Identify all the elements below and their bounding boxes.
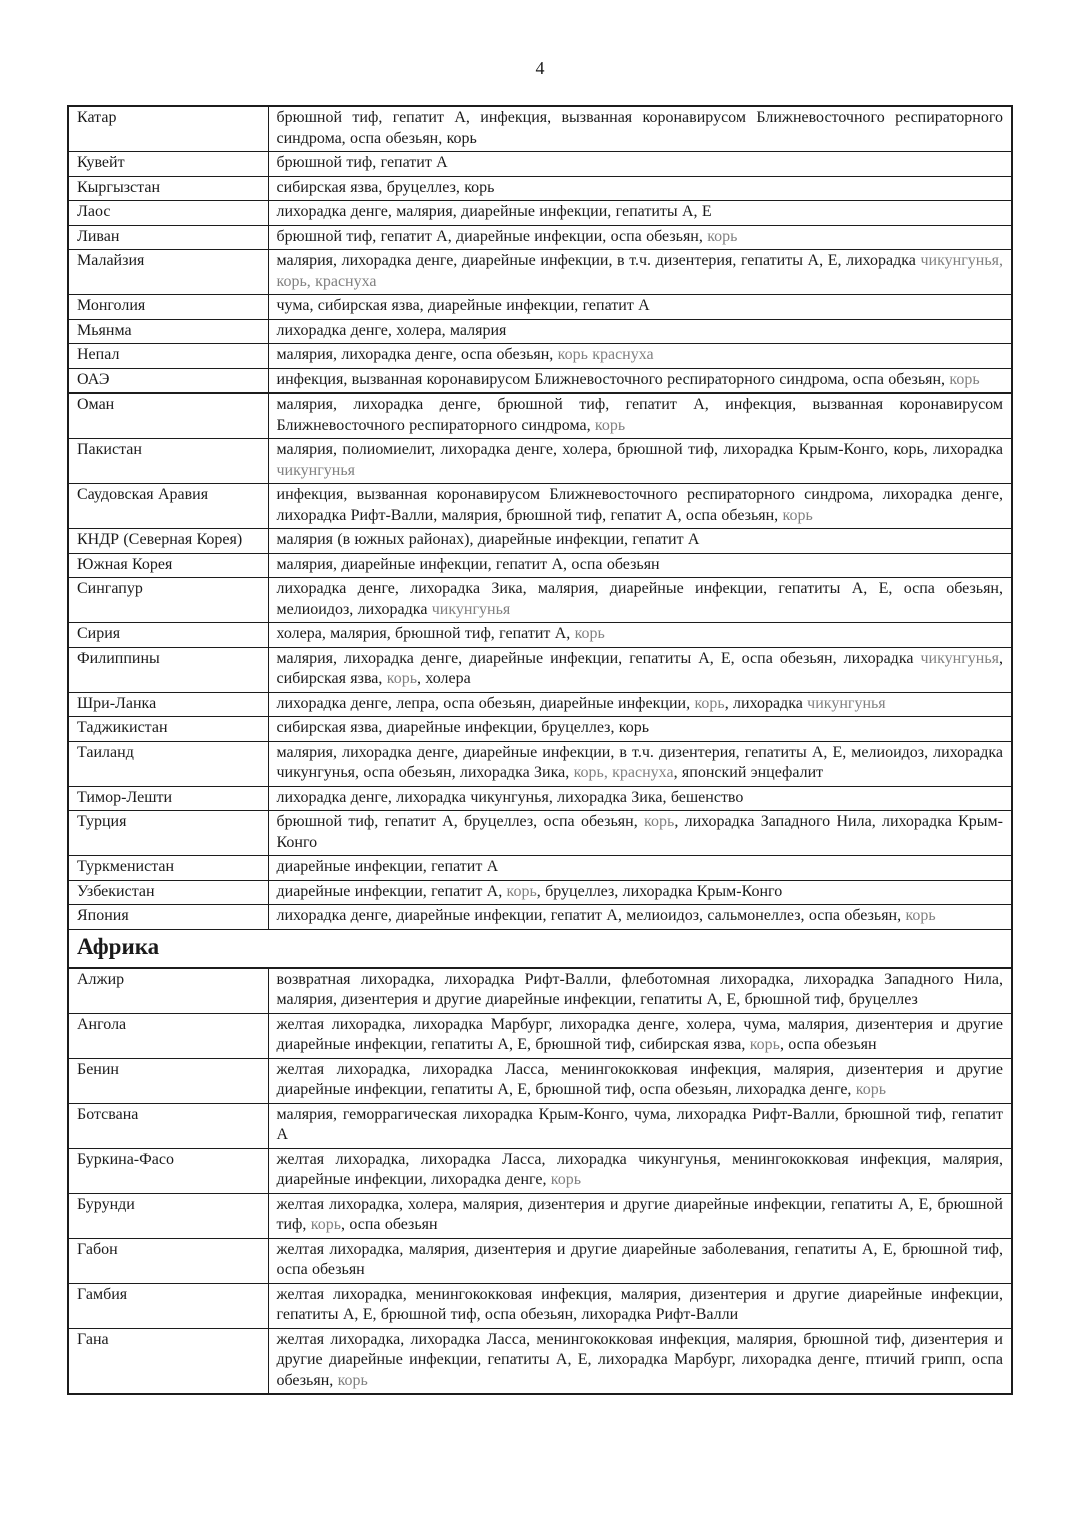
- muted-disease-text: корь: [337, 1371, 368, 1389]
- muted-disease-text: корь: [782, 506, 813, 524]
- table-row: [68, 250, 1012, 295]
- diseases-cell: [268, 553, 1012, 578]
- disease-text: желтая лихорадка, менингококковая инфекция, малярия, дизентерия и другие диарейные инфекции, гепатиты А, Е, брюшной тиф, оспа обезьян, лихорадка Рифт-Валли: [276, 1285, 1003, 1323]
- diseases-cell: [268, 1238, 1012, 1283]
- muted-disease-text: корь: [707, 227, 738, 245]
- disease-text: , лихорадка Западного Нила, лихорадка Крым-Конго: [276, 813, 1003, 851]
- diseases-cell: [268, 295, 1012, 320]
- diseases-cell: [268, 250, 1012, 295]
- disease-text: , холера: [417, 670, 471, 687]
- disease-text: сибирская язва, диарейные инфекции, бруцеллез, корь: [276, 719, 650, 736]
- disease-text: желтая лихорадка, малярия, дизентерия и другие диарейные заболевания, гепатиты А, Е, брюшной тиф, оспа обезьян: [276, 1240, 1003, 1278]
- country-cell: Монголия: [68, 295, 268, 320]
- disease-text: брюшной тиф, гепатит А, бруцеллез, оспа обезьян,: [276, 813, 645, 830]
- diseases-cell: [268, 1013, 1012, 1058]
- table-row: [68, 1283, 1012, 1328]
- muted-disease-text: корь: [574, 625, 605, 642]
- table-row: [68, 201, 1012, 226]
- diseases-cell: [268, 344, 1012, 369]
- diseases-cell: [268, 905, 1012, 930]
- table-row: [68, 1193, 1012, 1238]
- table-row: [68, 811, 1012, 856]
- disease-text: малярия, лихорадка денге, диарейные инфекции, гепатиты А, Е, оспа обезьян, лихорадка: [276, 649, 921, 667]
- country-cell: Узбекистан: [68, 880, 268, 905]
- table-row: [68, 1238, 1012, 1283]
- country-cell: Бенин: [68, 1058, 268, 1103]
- diseases-cell: [268, 856, 1012, 881]
- country-cell: Таиланд: [68, 741, 268, 786]
- country-cell: Япония: [68, 905, 268, 930]
- muted-disease-text: чикунгунья: [807, 694, 886, 712]
- disease-text: брюшной тиф, гепатит А: [276, 154, 448, 171]
- disease-text: , сибирская язва,: [276, 649, 1003, 687]
- country-cell: Пакистан: [68, 439, 268, 484]
- diseases-cell: [268, 968, 1012, 1014]
- country-cell: Ливан: [68, 225, 268, 250]
- disease-text: желтая лихорадка, лихорадка Марбург, лихорадка денге, холера, чума, малярия, дизентерия и другие диарейные инфекции, гепатиты А, Е, брюшной тиф, сибирская язва,: [276, 1015, 1003, 1053]
- diseases-cell: [268, 1193, 1012, 1238]
- disease-text: диарейные инфекции, гепатит А,: [276, 882, 507, 900]
- country-cell: Сирия: [68, 623, 268, 648]
- page-number: 4: [535, 58, 545, 78]
- disease-text: малярия (в южных районах), диарейные инфекции, гепатит А: [276, 531, 700, 548]
- disease-text: брюшной тиф, гепатит А, диарейные инфекции, оспа обезьян,: [276, 227, 708, 245]
- disease-text: малярия, лихорадка денге, брюшной тиф, гепатит А, инфекция, вызванная коронавирусом Ближневосточного респираторного синдрома,: [276, 396, 1003, 434]
- diseases-cell: [268, 880, 1012, 905]
- table-row: [68, 106, 1012, 152]
- muted-disease-text: чикунгунья, корь, краснуха: [276, 252, 1003, 290]
- disease-text: лихорадка денге, диарейные инфекции, гепатит А, мелиоидоз, сальмонеллез, оспа обезьян,: [276, 907, 906, 924]
- table-row: [68, 623, 1012, 648]
- table-row: [68, 176, 1012, 201]
- country-cell: Турция: [68, 811, 268, 856]
- country-cell: Таджикистан: [68, 717, 268, 742]
- diseases-cell: [268, 717, 1012, 742]
- muted-disease-text: корь: [694, 694, 725, 712]
- diseases-cell: [268, 106, 1012, 152]
- table-row: [68, 1013, 1012, 1058]
- diseases-cell: [268, 1283, 1012, 1328]
- disease-table: [67, 105, 1013, 1395]
- muted-disease-text: корь: [905, 907, 936, 924]
- muted-disease-text: чикунгунья: [920, 649, 999, 667]
- diseases-cell: [268, 368, 1012, 393]
- diseases-cell: [268, 439, 1012, 484]
- muted-disease-text: корь: [386, 670, 417, 687]
- country-cell: Сингапур: [68, 578, 268, 623]
- diseases-cell: [268, 529, 1012, 554]
- disease-text: желтая лихорадка, лихорадка Ласса, менингококковая инфекция, малярия, дизентерия и другие диарейные инфекции, гепатиты А, Е, брюшной тиф, оспа обезьян, лихорадка денге,: [276, 1060, 1003, 1098]
- diseases-cell: [268, 393, 1012, 439]
- disease-text: инфекция, вызванная коронавирусом Ближневосточного респираторного синдрома, оспа обезьян,: [276, 370, 950, 388]
- disease-text: желтая лихорадка, лихорадка Ласса, менингококковая инфекция, малярия, брюшной тиф, дизентерия и другие диарейные инфекции, гепатиты А, Е, лихорадка Марбург, лихорадка денге, птичий грипп, оспа обезьян,: [276, 1330, 1003, 1389]
- table-row: [68, 968, 1012, 1014]
- disease-text: , лихорадка: [724, 694, 808, 712]
- diseases-cell: [268, 623, 1012, 648]
- country-cell: Гана: [68, 1328, 268, 1394]
- country-cell: Гамбия: [68, 1283, 268, 1328]
- diseases-cell: [268, 811, 1012, 856]
- muted-disease-text: корь: [550, 1171, 582, 1188]
- disease-text: малярия, лихорадка денге, диарейные инфекции, в т.ч. дизентерия, гепатиты А, Е, лихорадка: [276, 252, 921, 269]
- country-cell: Непал: [68, 344, 268, 369]
- table-row: [68, 647, 1012, 692]
- disease-text: , японский энцефалит: [673, 764, 824, 781]
- diseases-cell: [268, 1103, 1012, 1148]
- table-row: [68, 786, 1012, 811]
- muted-disease-text: корь: [310, 1216, 342, 1233]
- table-row: [68, 484, 1012, 529]
- country-cell: Ангола: [68, 1013, 268, 1058]
- diseases-cell: [268, 1148, 1012, 1193]
- disease-text: лихорадка денге, малярия, диарейные инфекции, гепатиты А, Е: [276, 203, 712, 220]
- diseases-cell: [268, 647, 1012, 692]
- diseases-cell: [268, 319, 1012, 344]
- disease-text: холера, малярия, брюшной тиф, гепатит А,: [276, 625, 575, 642]
- disease-text: сибирская язва, бруцеллез, корь: [276, 178, 495, 196]
- country-cell: Алжир: [68, 968, 268, 1014]
- disease-text: малярия, геморрагическая лихорадка Крым-Конго, чума, лихорадка Рифт-Валли, брюшной тиф, гепатит А: [276, 1105, 1003, 1143]
- table-row: [68, 529, 1012, 554]
- section-title: Африка: [68, 929, 1012, 968]
- diseases-cell: [268, 176, 1012, 201]
- country-cell: Буркина-Фасо: [68, 1148, 268, 1193]
- country-cell: Ботсвана: [68, 1103, 268, 1148]
- country-cell: ОАЭ: [68, 368, 268, 393]
- country-cell: Малайзия: [68, 250, 268, 295]
- muted-disease-text: корь краснуха: [557, 346, 654, 363]
- country-cell: Кыргызстан: [68, 176, 268, 201]
- table-row: [68, 439, 1012, 484]
- table-row: [68, 717, 1012, 742]
- disease-text: лихорадка денге, лихорадка чикунгунья, лихорадка Зика, бешенство: [276, 788, 744, 806]
- country-cell: Филиппины: [68, 647, 268, 692]
- country-cell: Тимор-Лешти: [68, 786, 268, 811]
- table-row: [68, 344, 1012, 369]
- disease-text: возвратная лихорадка, лихорадка Рифт-Валли, флеботомная лихорадка, лихорадка Западного Нила, малярия, дизентерия и другие диарейные инфекции, гепатиты А, Е, брюшной тиф, бруцеллез: [276, 970, 1003, 1008]
- country-cell: Оман: [68, 393, 268, 439]
- table-row: [68, 856, 1012, 881]
- disease-text: лихорадка денге, лепра, оспа обезьян, диарейные инфекции,: [276, 694, 695, 712]
- disease-text: лихорадка денге, холера, малярия: [276, 321, 507, 339]
- disease-text: малярия, лихорадка денге, диарейные инфекции, в т.ч. дизентерия, гепатиты А, Е, мелиоидоз, лихорадка чикунгунья, оспа обезьян, лихорадка Зика,: [276, 743, 1003, 781]
- table-row: [68, 905, 1012, 930]
- table-row: [68, 225, 1012, 250]
- muted-disease-text: корь: [949, 370, 980, 388]
- disease-text: малярия, диарейные инфекции, гепатит А, оспа обезьян: [276, 555, 660, 573]
- country-cell: Туркменистан: [68, 856, 268, 881]
- country-cell: Мьянма: [68, 319, 268, 344]
- diseases-cell: [268, 152, 1012, 177]
- diseases-cell: [268, 1058, 1012, 1103]
- disease-text: диарейные инфекции, гепатит А: [276, 858, 499, 875]
- table-row: [68, 578, 1012, 623]
- table-row: [68, 553, 1012, 578]
- disease-text: инфекция, вызванная коронавирусом Ближневосточного респираторного синдрома, лихорадка денге, лихорадка Рифт-Валли, малярия, брюшной тиф, гепатит А, оспа обезьян,: [276, 486, 1003, 524]
- disease-text: малярия, лихорадка денге, оспа обезьян,: [276, 346, 558, 363]
- disease-text: лихорадка денге, лихорадка Зика, малярия, диарейные инфекции, гепатиты А, Е, оспа обезьян, мелиоидоз, лихорадка: [276, 580, 1003, 618]
- diseases-cell: [268, 578, 1012, 623]
- country-cell: Шри-Ланка: [68, 692, 268, 717]
- table-row: [68, 1103, 1012, 1148]
- disease-text: чума, сибирская язва, диарейные инфекции, гепатит А: [276, 297, 650, 314]
- table-row: [68, 880, 1012, 905]
- disease-text: , оспа обезьян: [341, 1216, 438, 1233]
- diseases-cell: [268, 1328, 1012, 1394]
- country-cell: Катар: [68, 106, 268, 152]
- disease-text: брюшной тиф, гепатит А, инфекция, вызванная коронавирусом Ближневосточного респираторного синдрома, оспа обезьян, корь: [276, 109, 1003, 147]
- table-row: [68, 741, 1012, 786]
- table-row: [68, 152, 1012, 177]
- disease-text: желтая лихорадка, лихорадка Ласса, лихорадка чикунгунья, менингококковая инфекция, малярия, диарейные инфекции, лихорадка денге,: [276, 1150, 1003, 1188]
- muted-disease-text: корь: [749, 1036, 780, 1053]
- muted-disease-text: корь: [594, 416, 626, 434]
- diseases-cell: [268, 225, 1012, 250]
- section-header-row: [68, 929, 1012, 968]
- muted-disease-text: корь: [644, 813, 675, 830]
- table-row: [68, 368, 1012, 393]
- diseases-cell: [268, 201, 1012, 226]
- table-row: [68, 295, 1012, 320]
- table-row: [68, 1328, 1012, 1394]
- country-cell: Южная Корея: [68, 553, 268, 578]
- country-cell: Габон: [68, 1238, 268, 1283]
- table-row: [68, 692, 1012, 717]
- country-cell: КНДР (Северная Корея): [68, 529, 268, 554]
- country-cell: Кувейт: [68, 152, 268, 177]
- disease-text: , оспа обезьян: [779, 1036, 877, 1053]
- muted-disease-text: корь: [855, 1081, 887, 1098]
- muted-disease-text: чикунгунья: [276, 461, 355, 479]
- disease-text: , бруцеллез, лихорадка Крым-Конго: [536, 882, 783, 900]
- diseases-cell: [268, 692, 1012, 717]
- table-row: [68, 1058, 1012, 1103]
- country-cell: Саудовская Аравия: [68, 484, 268, 529]
- muted-disease-text: корь, краснуха: [573, 764, 674, 781]
- muted-disease-text: чикунгунья: [431, 600, 511, 618]
- table-row: [68, 319, 1012, 344]
- diseases-cell: [268, 786, 1012, 811]
- diseases-cell: [268, 484, 1012, 529]
- muted-disease-text: корь: [506, 882, 537, 900]
- country-cell: Бурунди: [68, 1193, 268, 1238]
- table-row: [68, 393, 1012, 439]
- table-row: [68, 1148, 1012, 1193]
- disease-text: желтая лихорадка, холера, малярия, дизентерия и другие диарейные инфекции, гепатиты А, Е, брюшной тиф,: [276, 1195, 1003, 1233]
- diseases-cell: [268, 741, 1012, 786]
- country-cell: Лаос: [68, 201, 268, 226]
- disease-text: малярия, полиомиелит, лихорадка денге, холера, брюшной тиф, лихорадка Крым-Конго, корь, лихорадка: [276, 441, 1003, 458]
